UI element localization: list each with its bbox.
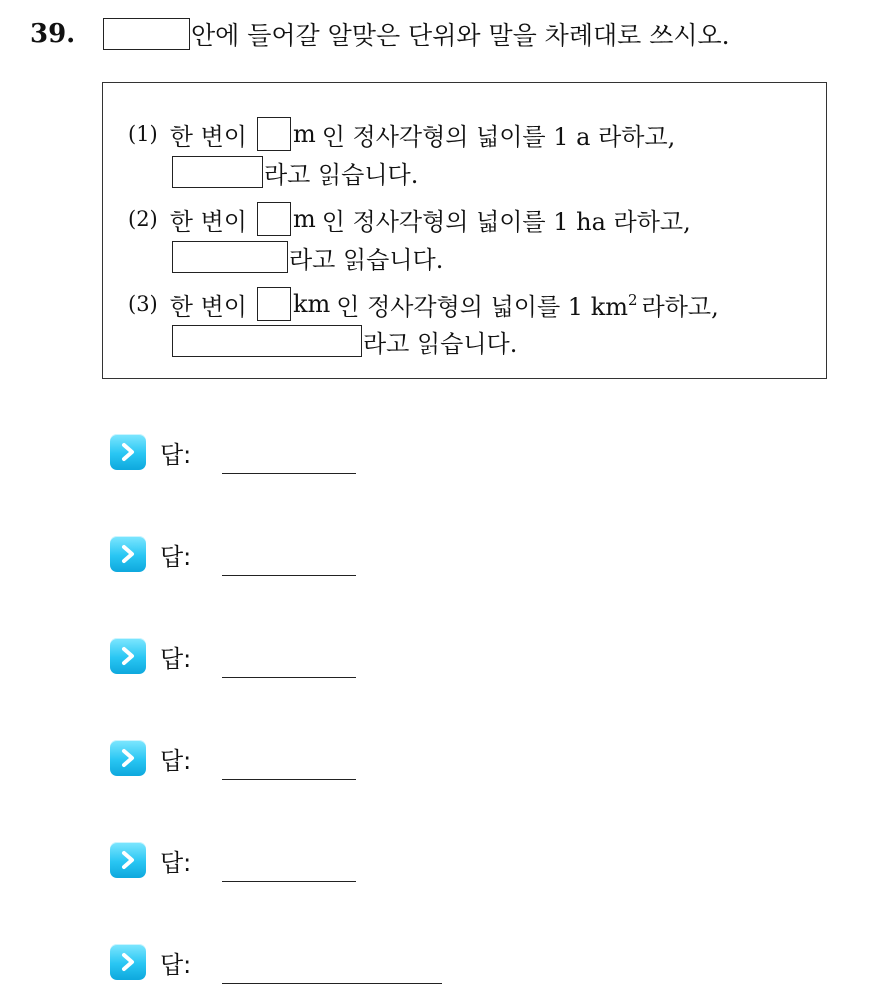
answer-line[interactable] [222,759,356,780]
answer-line[interactable] [222,861,356,882]
chevron-right-icon [110,842,146,878]
blank-box[interactable] [257,287,291,321]
item-number: (1) [128,122,158,146]
answer-label: 답: [160,440,192,469]
item-suffix: 라고 읽습니다. [289,245,444,274]
answer-row [110,840,356,880]
item-number: (2) [128,207,158,231]
problem-box [102,82,827,379]
answer-line[interactable] [222,555,356,576]
answer-line[interactable] [222,963,442,984]
blank-box[interactable] [172,241,288,273]
answer-label: 답: [160,848,192,877]
answer-label: 답: [160,542,192,571]
item-2-line-1 [128,201,691,237]
question-text: 안에 들어갈 알맞은 단위와 말을 차례대로 쓰시오. [191,21,730,50]
answer-row [110,636,356,676]
item-2-line-2 [172,239,443,275]
item-text: 인 정사각형의 넓이를 1 km [336,292,628,321]
item-text: 인 정사각형의 넓이를 1 a 라하고, [321,122,676,151]
superscript: 2 [628,291,638,309]
blank-box[interactable] [257,202,291,236]
blank-box[interactable] [257,117,291,151]
answer-row [110,534,356,574]
answer-line[interactable] [222,453,356,474]
item-suffix: 라고 읽습니다. [363,329,518,358]
item-unit: km [292,290,331,318]
answer-row [110,738,356,778]
item-number: (3) [128,292,158,316]
answer-label: 답: [160,644,192,673]
blank-box[interactable] [172,325,362,357]
answer-label: 답: [160,950,192,979]
item-unit: m [292,205,316,233]
answer-line[interactable] [222,657,356,678]
item-prefix: 한 변이 [169,292,247,321]
chevron-right-icon [110,638,146,674]
item-unit: m [292,120,316,148]
chevron-right-icon [110,944,146,980]
question-header [30,14,730,54]
chevron-right-icon [110,536,146,572]
chevron-right-icon [110,434,146,470]
answer-row [110,432,356,472]
blank-box[interactable] [172,156,263,188]
question-number: 39. [30,19,76,49]
item-1-line-2 [172,154,418,190]
item-3-line-1 [128,286,719,322]
chevron-right-icon [110,740,146,776]
item-1-line-1 [128,116,675,152]
answer-row [110,942,442,982]
item-suffix: 라고 읽습니다. [264,160,419,189]
item-text: 인 정사각형의 넓이를 1 ha 라하고, [321,207,691,236]
item-3-line-2 [172,323,517,359]
item-text-end: 라하고, [641,292,719,321]
answer-label: 답: [160,746,192,775]
blank-box[interactable] [103,18,190,50]
item-prefix: 한 변이 [169,122,247,151]
item-prefix: 한 변이 [169,207,247,236]
